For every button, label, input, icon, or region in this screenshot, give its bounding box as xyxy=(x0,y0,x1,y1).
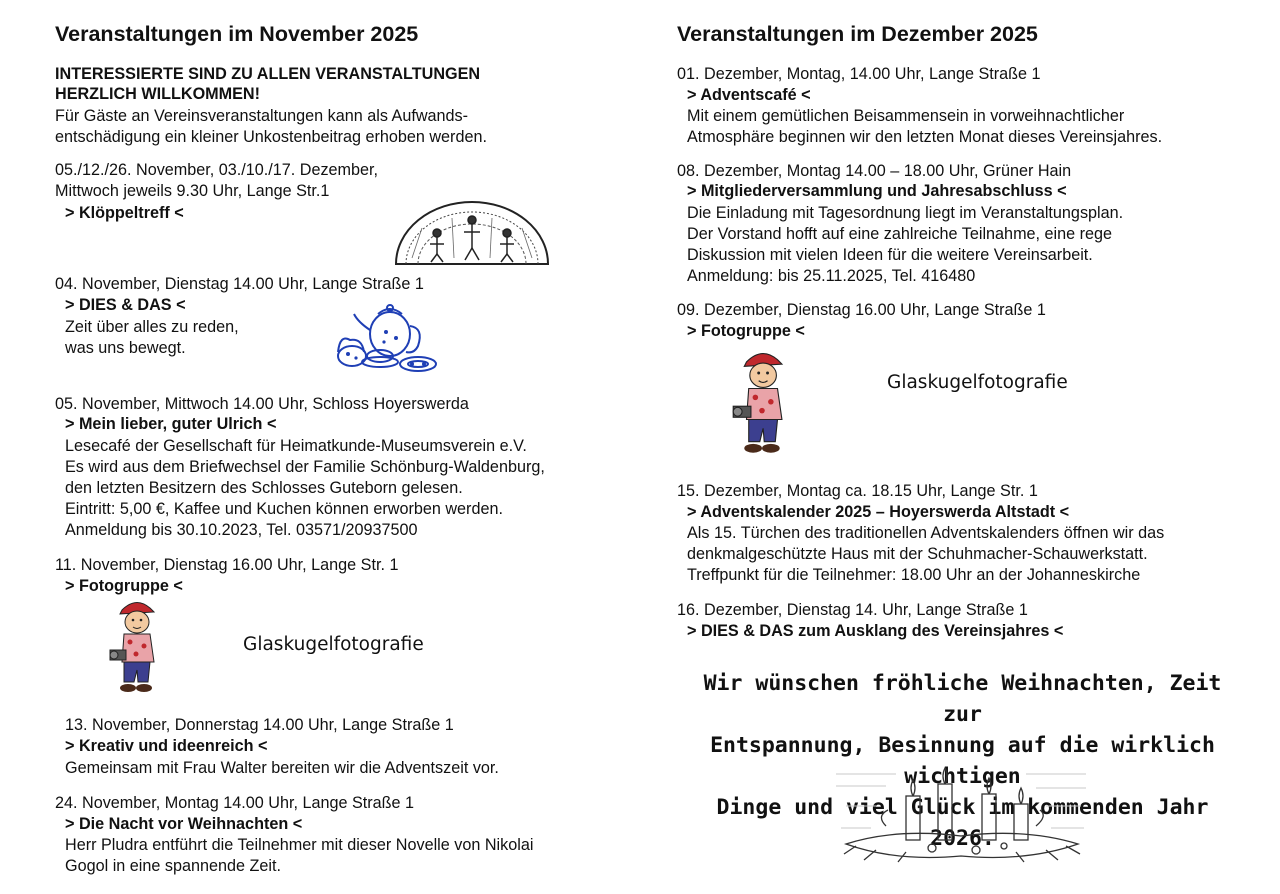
december-heading: Veranstaltungen im Dezember 2025 xyxy=(677,22,1038,46)
event-text: Es wird aus dem Briefwechsel der Familie Schönburg-Waldenburg, xyxy=(65,458,545,476)
november-heading: Veranstaltungen im November 2025 xyxy=(55,22,419,46)
event-text: Anmeldung: bis 25.11.2025, Tel. 416480 xyxy=(687,267,976,285)
intro-bold-1: INTERESSIERTE SIND ZU ALLEN VERANSTALTUNGEN xyxy=(55,65,481,83)
event-date: 16. Dezember, Dienstag 14. Uhr, Lange Straße 1 xyxy=(677,601,1028,619)
event-title: > Fotogruppe < xyxy=(687,322,805,340)
photographer-icon xyxy=(731,342,793,466)
event-topic: Glaskugelfotografie xyxy=(243,634,424,655)
event-title: > Mein lieber, guter Ulrich < xyxy=(65,415,277,433)
event-text: Anmeldung bis 30.10.2023, Tel. 03571/20937500 xyxy=(65,521,418,539)
event-title: > DIES & DAS zum Ausklang des Vereinsjahres < xyxy=(687,622,1064,640)
event-date: 05. November, Mittwoch 14.00 Uhr, Schloss Hoyerswerda xyxy=(55,395,469,413)
wish-line-2: Entspannung, Besinnung auf die wirklich wichtigen xyxy=(710,733,1215,789)
event-text: Herr Pludra entführt die Teilnehmer mit dieser Novelle von Nikolai xyxy=(65,836,534,854)
event-text: Eintritt: 5,00 €, Kaffee und Kuchen können erworben werden. xyxy=(65,500,503,518)
event-title: > Mitgliederversammlung und Jahresabschluss < xyxy=(687,182,1067,200)
event-date: 15. Dezember, Montag ca. 18.15 Uhr, Lange Str. 1 xyxy=(677,482,1038,500)
event-title: > DIES & DAS < xyxy=(65,296,186,314)
event-text: Als 15. Türchen des traditionellen Adventskalenders öffnen wir das xyxy=(687,524,1165,542)
event-text: Atmosphäre beginnen wir den letzten Monat dieses Vereinsjahres. xyxy=(687,128,1163,146)
event-date: 08. Dezember, Montag 14.00 – 18.00 Uhr, Grüner Hain xyxy=(677,162,1072,180)
event-title: > Klöppeltreff < xyxy=(65,204,184,222)
event-date: 13. November, Donnerstag 14.00 Uhr, Lange Straße 1 xyxy=(65,716,454,734)
intro-bold-2: HERZLICH WILLKOMMEN! xyxy=(55,85,261,103)
event-title: > Fotogruppe < xyxy=(65,577,183,595)
event-topic: Glaskugelfotografie xyxy=(887,372,1068,393)
event-date: 09. Dezember, Dienstag 16.00 Uhr, Lange Straße 1 xyxy=(677,301,1046,319)
coffee-set-icon xyxy=(318,300,440,376)
event-date: 04. November, Dienstag 14.00 Uhr, Lange Straße 1 xyxy=(55,275,424,293)
advent-candles-icon xyxy=(836,766,1086,866)
intro-line-1: Für Gäste an Vereinsveranstaltungen kann als Aufwands- xyxy=(55,107,469,125)
event-text: was uns bewegt. xyxy=(65,339,186,357)
event-date: Mittwoch jeweils 9.30 Uhr, Lange Str.1 xyxy=(55,182,330,200)
event-text: Gemeinsam mit Frau Walter bereiten wir die Adventszeit vor. xyxy=(65,759,499,777)
event-text: denkmalgeschützte Haus mit der Schuhmacher-Schauwerkstatt. xyxy=(687,545,1148,563)
event-title: > Kreativ und ideenreich < xyxy=(65,737,268,755)
event-text: Die Einladung mit Tagesordnung liegt im Veranstaltungsplan. xyxy=(687,204,1124,222)
event-text: den letzten Besitzern des Schlosses Guteborn gelesen. xyxy=(65,479,463,497)
event-text: Mit einem gemütlichen Beisammensein in vorweihnachtlicher xyxy=(687,107,1125,125)
event-title: > Adventskalender 2025 – Hoyerswerda Altstadt < xyxy=(687,503,1070,521)
event-date: 01. Dezember, Montag, 14.00 Uhr, Lange Straße 1 xyxy=(677,65,1041,83)
event-text: Gogol in eine spannende Zeit. xyxy=(65,857,281,875)
event-date: 05./12./26. November, 03./10./17. Dezember, xyxy=(55,161,379,179)
photographer-icon xyxy=(108,596,164,700)
lace-illustration-icon xyxy=(392,198,552,268)
event-title: > Adventscafé < xyxy=(687,86,811,104)
intro-line-2: entschädigung ein kleiner Unkostenbeitrag erhoben werden. xyxy=(55,128,487,146)
event-date: 11. November, Dienstag 16.00 Uhr, Lange Str. 1 xyxy=(55,556,399,574)
event-date: 24. November, Montag 14.00 Uhr, Lange Straße 1 xyxy=(55,794,415,812)
event-title: > Die Nacht vor Weihnachten < xyxy=(65,815,303,833)
event-text: Lesecafé der Gesellschaft für Heimatkunde-Museumsverein e.V. xyxy=(65,437,527,455)
event-text: Der Vorstand hofft auf eine zahlreiche Teilnahme, eine rege xyxy=(687,225,1113,243)
wish-line-1: Wir wünschen fröhliche Weihnachten, Zeit zur xyxy=(703,671,1222,727)
event-text: Treffpunkt für die Teilnehmer: 18.00 Uhr an der Johanneskirche xyxy=(687,566,1141,584)
wish-line-3: Dinge und viel Glück im kommenden Jahr 2026. xyxy=(716,795,1209,851)
event-text: Diskussion mit vielen Ideen für die weitere Vereinsarbeit. xyxy=(687,246,1093,264)
event-text: Zeit über alles zu reden, xyxy=(65,318,239,336)
